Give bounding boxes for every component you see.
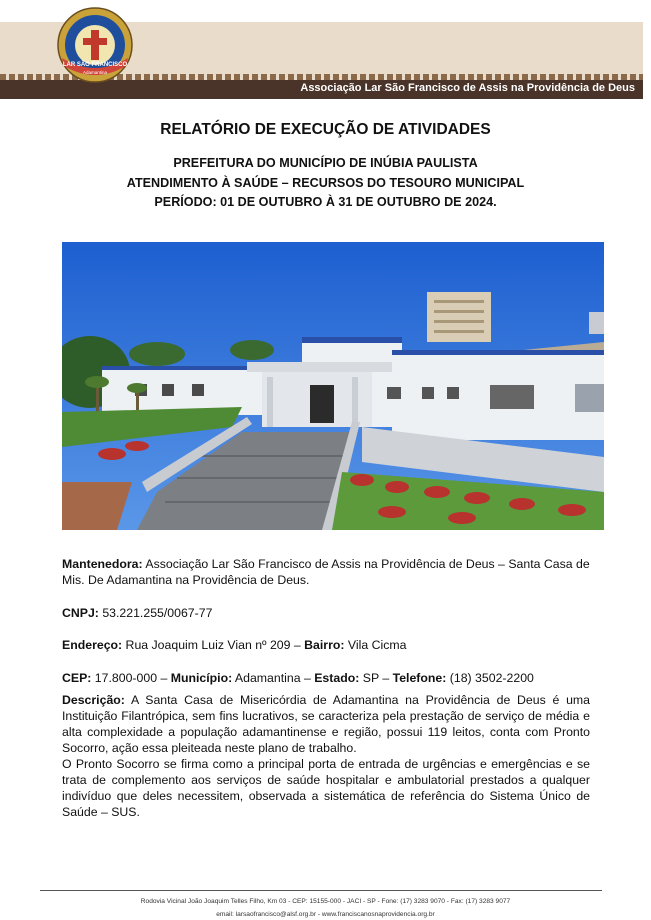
footer-divider	[40, 890, 602, 891]
logo-text: LAR SÃO FRANCISCO	[62, 62, 128, 68]
organization-logo	[56, 6, 134, 84]
endereco-label: Endereço:	[62, 638, 123, 652]
description-block	[62, 692, 590, 820]
estado-value: SP –	[359, 671, 393, 685]
description-paragraph-2: O Pronto Socorro se firma como a principal porta de entrada de urgências e emergências e se trata de complemento aos serviços de saúde hospitalar e ambulatorial prestados a qualquer indivíduo que deles necessitem, observada a sistemática de referência do Sistema Único de Saúde – SUS.	[62, 757, 590, 819]
description-text-1: A Santa Casa de Misericórdia de Adamantina na Providência de Deus é uma Instituição Filantrópica, sem fins lucrativos, se caracteriza pela prestação de serviço de média e alta complexidade a população adamantinense e região, possui 119 leitos, conta com Pronto Socorro, ação essa pleiteada neste plano de trabalho.	[62, 693, 590, 755]
endereco-line	[62, 637, 592, 653]
bairro-value: Vila Cicma	[344, 638, 407, 652]
footer-address: Rodovia Vicinal João Joaquim Telles Filho, Km 03 - CEP: 15155-000 - JACI - SP - Fone: (17) 3283 9070 - Fax: (17) 3283 9077	[140, 898, 511, 905]
cnpj-line	[62, 605, 592, 621]
telefone-label: Telefone:	[392, 671, 447, 685]
bairro-label: Bairro:	[304, 638, 345, 652]
description-paragraph-1	[62, 692, 590, 756]
cep-value: 17.800-000 –	[91, 671, 171, 685]
cnpj-label: CNPJ:	[62, 606, 99, 620]
subtitle-line-1: PREFEITURA DO MUNICÍPIO DE INÚBIA PAULISTA	[173, 156, 478, 170]
report-title: RELATÓRIO DE EXECUÇÃO DE ATIVIDADES	[160, 121, 491, 138]
telefone-value: (18) 3502-2200	[446, 671, 534, 685]
subtitle-line-3: PERÍODO: 01 DE OUTUBRO À 31 DE OUTUBRO DE 2024.	[154, 195, 497, 209]
cnpj-value: 53.221.255/0067-77	[98, 606, 213, 620]
hospital-photo	[62, 242, 604, 530]
mantenedora-value: Associação Lar São Francisco de Assis na Providência de Deus – Santa Casa de Mis. De Adamantina na Providência de Deus.	[62, 557, 590, 587]
organization-name: Associação Lar São Francisco de Assis na Providência de Deus	[300, 82, 635, 94]
mantenedora-label: Mantenedora:	[62, 557, 143, 571]
mantenedora-line	[62, 556, 592, 588]
description-label: Descrição:	[62, 693, 125, 707]
municipio-value: Adamantina –	[232, 671, 315, 685]
estado-label: Estado:	[314, 671, 360, 685]
cep-label: CEP:	[62, 671, 92, 685]
logo-subtext: Adamantina	[82, 70, 108, 75]
cep-line	[62, 670, 592, 686]
footer-contact: email: larsaofrancisco@alsf.org.br - www.franciscanosnaprovidencia.org.br	[216, 911, 435, 918]
endereco-value: Rua Joaquim Luiz Vian nº 209 –	[122, 638, 305, 652]
subtitle-line-2: ATENDIMENTO À SAÚDE – RECURSOS DO TESOURO MUNICIPAL	[126, 176, 525, 190]
municipio-label: Município:	[170, 671, 233, 685]
